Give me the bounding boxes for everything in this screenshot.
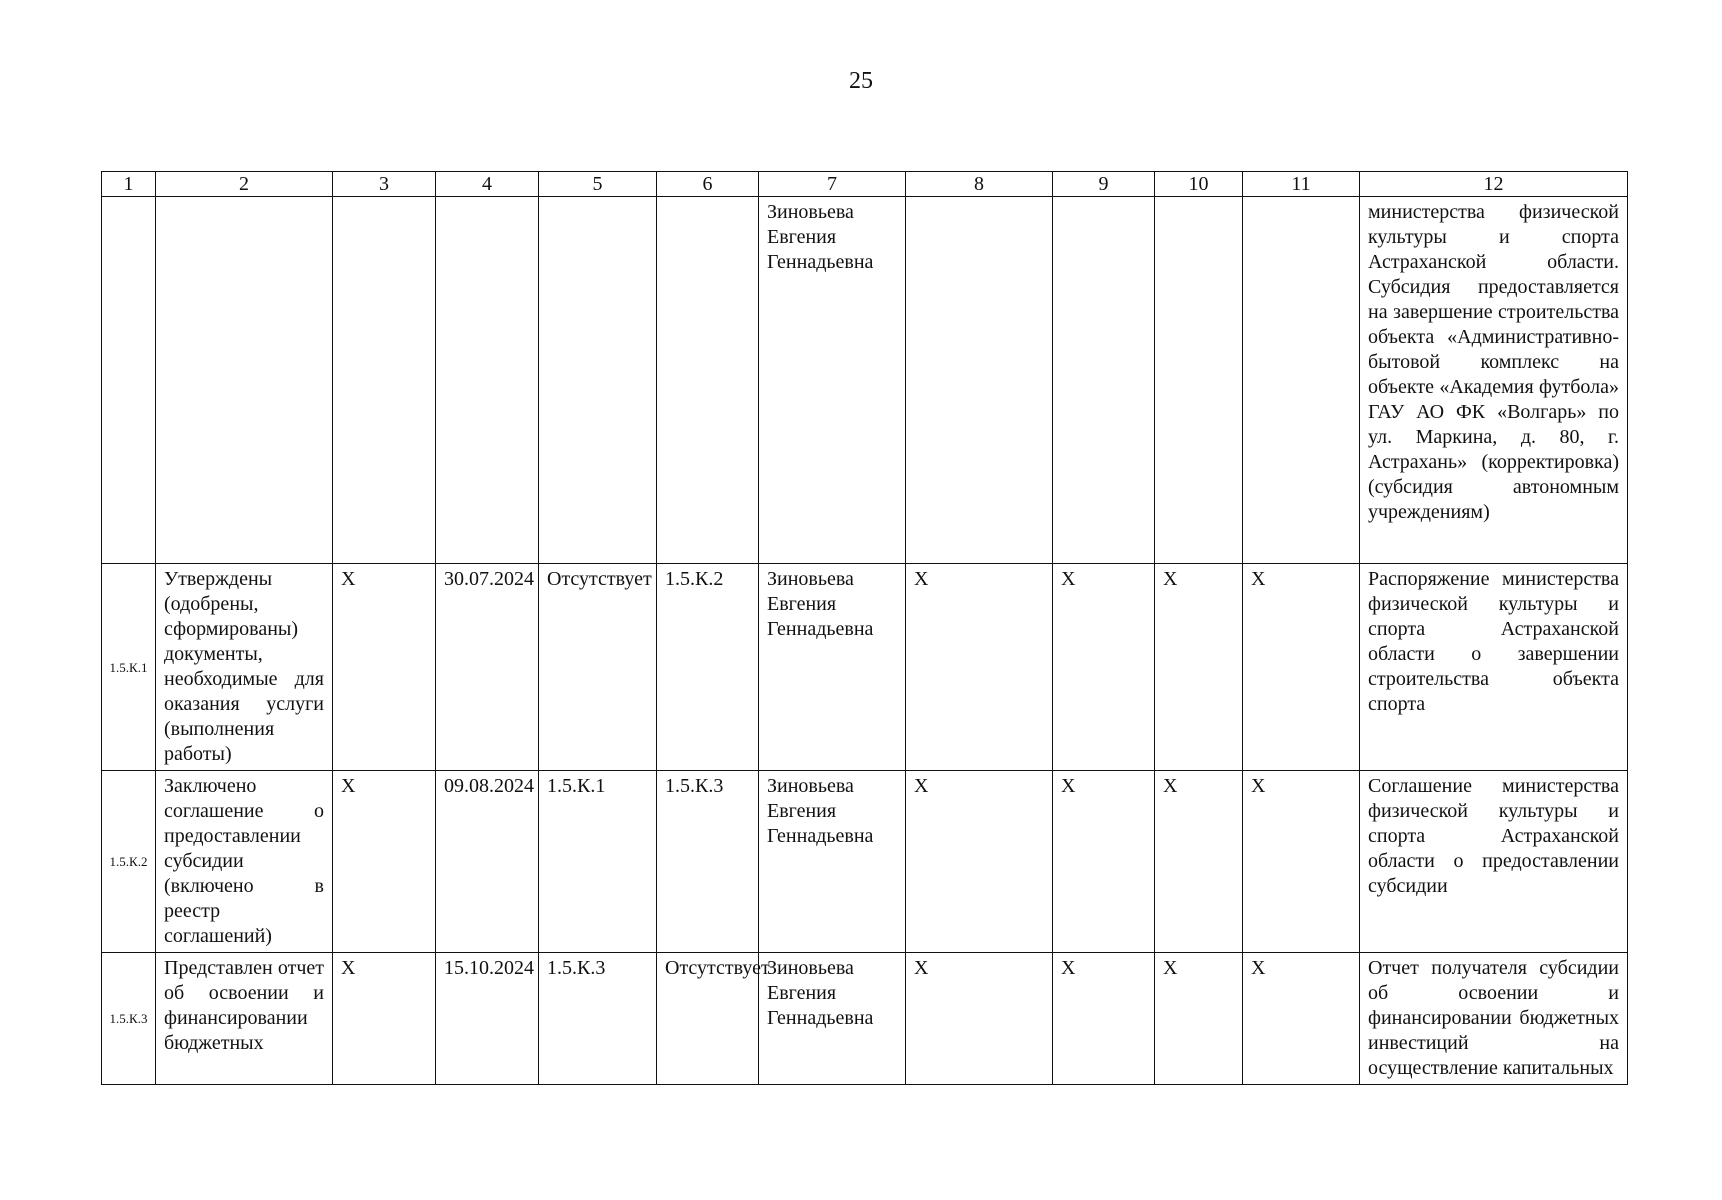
column-number-9: 9 <box>1053 172 1155 197</box>
empty-cell <box>1243 197 1360 564</box>
mark-cell: Х <box>1155 564 1243 771</box>
responsible-cell: Зиновьева Евгения Геннадьевна <box>759 953 906 1085</box>
predecessor-cell: 1.5.К.1 <box>539 771 657 953</box>
document-cell: Соглашение министерства физической культуры и спорта Астраханской области о предоставлении субсидии <box>1360 771 1628 953</box>
mark-cell: Х <box>1243 564 1360 771</box>
column-number-12: 12 <box>1360 172 1628 197</box>
empty-cell <box>539 197 657 564</box>
empty-cell <box>102 197 156 564</box>
document-cell: Отчет получателя субсидии об освоении и финансировании бюджетных инвестиций на осуществление капитальных <box>1360 953 1628 1085</box>
event-cell: Заключено соглашение о предоставлении субсидии (включено в реестр соглашений) <box>156 771 333 953</box>
mark-cell: Х <box>1155 771 1243 953</box>
column-number-11: 11 <box>1243 172 1360 197</box>
column-number-row <box>102 172 1628 197</box>
responsible-cell: Зиновьева Евгения Геннадьевна <box>759 564 906 771</box>
successor-cell: 1.5.К.2 <box>657 564 759 771</box>
column-number-3: 3 <box>333 172 436 197</box>
column-number-7: 7 <box>759 172 906 197</box>
mark-cell: Х <box>906 564 1053 771</box>
column-number-4: 4 <box>436 172 539 197</box>
column-number-2: 2 <box>156 172 333 197</box>
responsible-cell: Зиновьева Евгения Геннадьевна <box>759 197 906 564</box>
empty-cell <box>1155 197 1243 564</box>
column-number-5: 5 <box>539 172 657 197</box>
column-number-1: 1 <box>102 172 156 197</box>
page-number: 25 <box>849 68 873 94</box>
document-cell: министерства физической культуры и спорта Астраханской области. Субсидия предоставляется на завершение строительства объекта «Административно-бытовой комплекс на объекте «Академия футбола» ГАУ АО ФК «Волгарь» по ул. Маркина, д. 80, г. Астрахань» (корректировка) (субсидия автономным учреждениям) <box>1360 197 1628 564</box>
mark-cell: Х <box>1053 953 1155 1085</box>
successor-cell: Отсутствует <box>657 953 759 1085</box>
column-number-6: 6 <box>657 172 759 197</box>
empty-cell <box>1053 197 1155 564</box>
control-point-code: 1.5.К.2 <box>102 771 156 953</box>
table-row <box>102 564 1628 771</box>
table-row-continuation <box>102 197 1628 564</box>
control-point-code: 1.5.К.1 <box>102 564 156 771</box>
empty-cell <box>906 197 1053 564</box>
mark-cell: Х <box>906 771 1053 953</box>
control-point-code: 1.5.К.3 <box>102 953 156 1085</box>
empty-cell <box>156 197 333 564</box>
mark-cell: Х <box>1243 953 1360 1085</box>
empty-cell <box>333 197 436 564</box>
document-cell: Распоряжение министерства физической культуры и спорта Астраханской области о завершении строительства объекта спорта <box>1360 564 1628 771</box>
mark-cell: Х <box>906 953 1053 1085</box>
date-cell: 15.10.2024 <box>436 953 539 1085</box>
control-points-table <box>101 171 1628 1085</box>
table-row <box>102 771 1628 953</box>
event-cell: Утверждены (одобрены, сформированы) документы, необходимые для оказания услуги (выполнения работы) <box>156 564 333 771</box>
mark-cell: Х <box>333 564 436 771</box>
mark-cell: Х <box>333 771 436 953</box>
date-cell: 09.08.2024 <box>436 771 539 953</box>
table-row <box>102 953 1628 1085</box>
mark-cell: Х <box>1243 771 1360 953</box>
event-cell: Представлен отчет об освоении и финансировании бюджетных <box>156 953 333 1085</box>
mark-cell: Х <box>1155 953 1243 1085</box>
successor-cell: 1.5.К.3 <box>657 771 759 953</box>
column-number-10: 10 <box>1155 172 1243 197</box>
predecessor-cell: 1.5.К.3 <box>539 953 657 1085</box>
mark-cell: Х <box>1053 771 1155 953</box>
column-number-8: 8 <box>906 172 1053 197</box>
predecessor-cell: Отсутствует <box>539 564 657 771</box>
responsible-cell: Зиновьева Евгения Геннадьевна <box>759 771 906 953</box>
date-cell: 30.07.2024 <box>436 564 539 771</box>
mark-cell: Х <box>1053 564 1155 771</box>
empty-cell <box>436 197 539 564</box>
empty-cell <box>657 197 759 564</box>
mark-cell: Х <box>333 953 436 1085</box>
